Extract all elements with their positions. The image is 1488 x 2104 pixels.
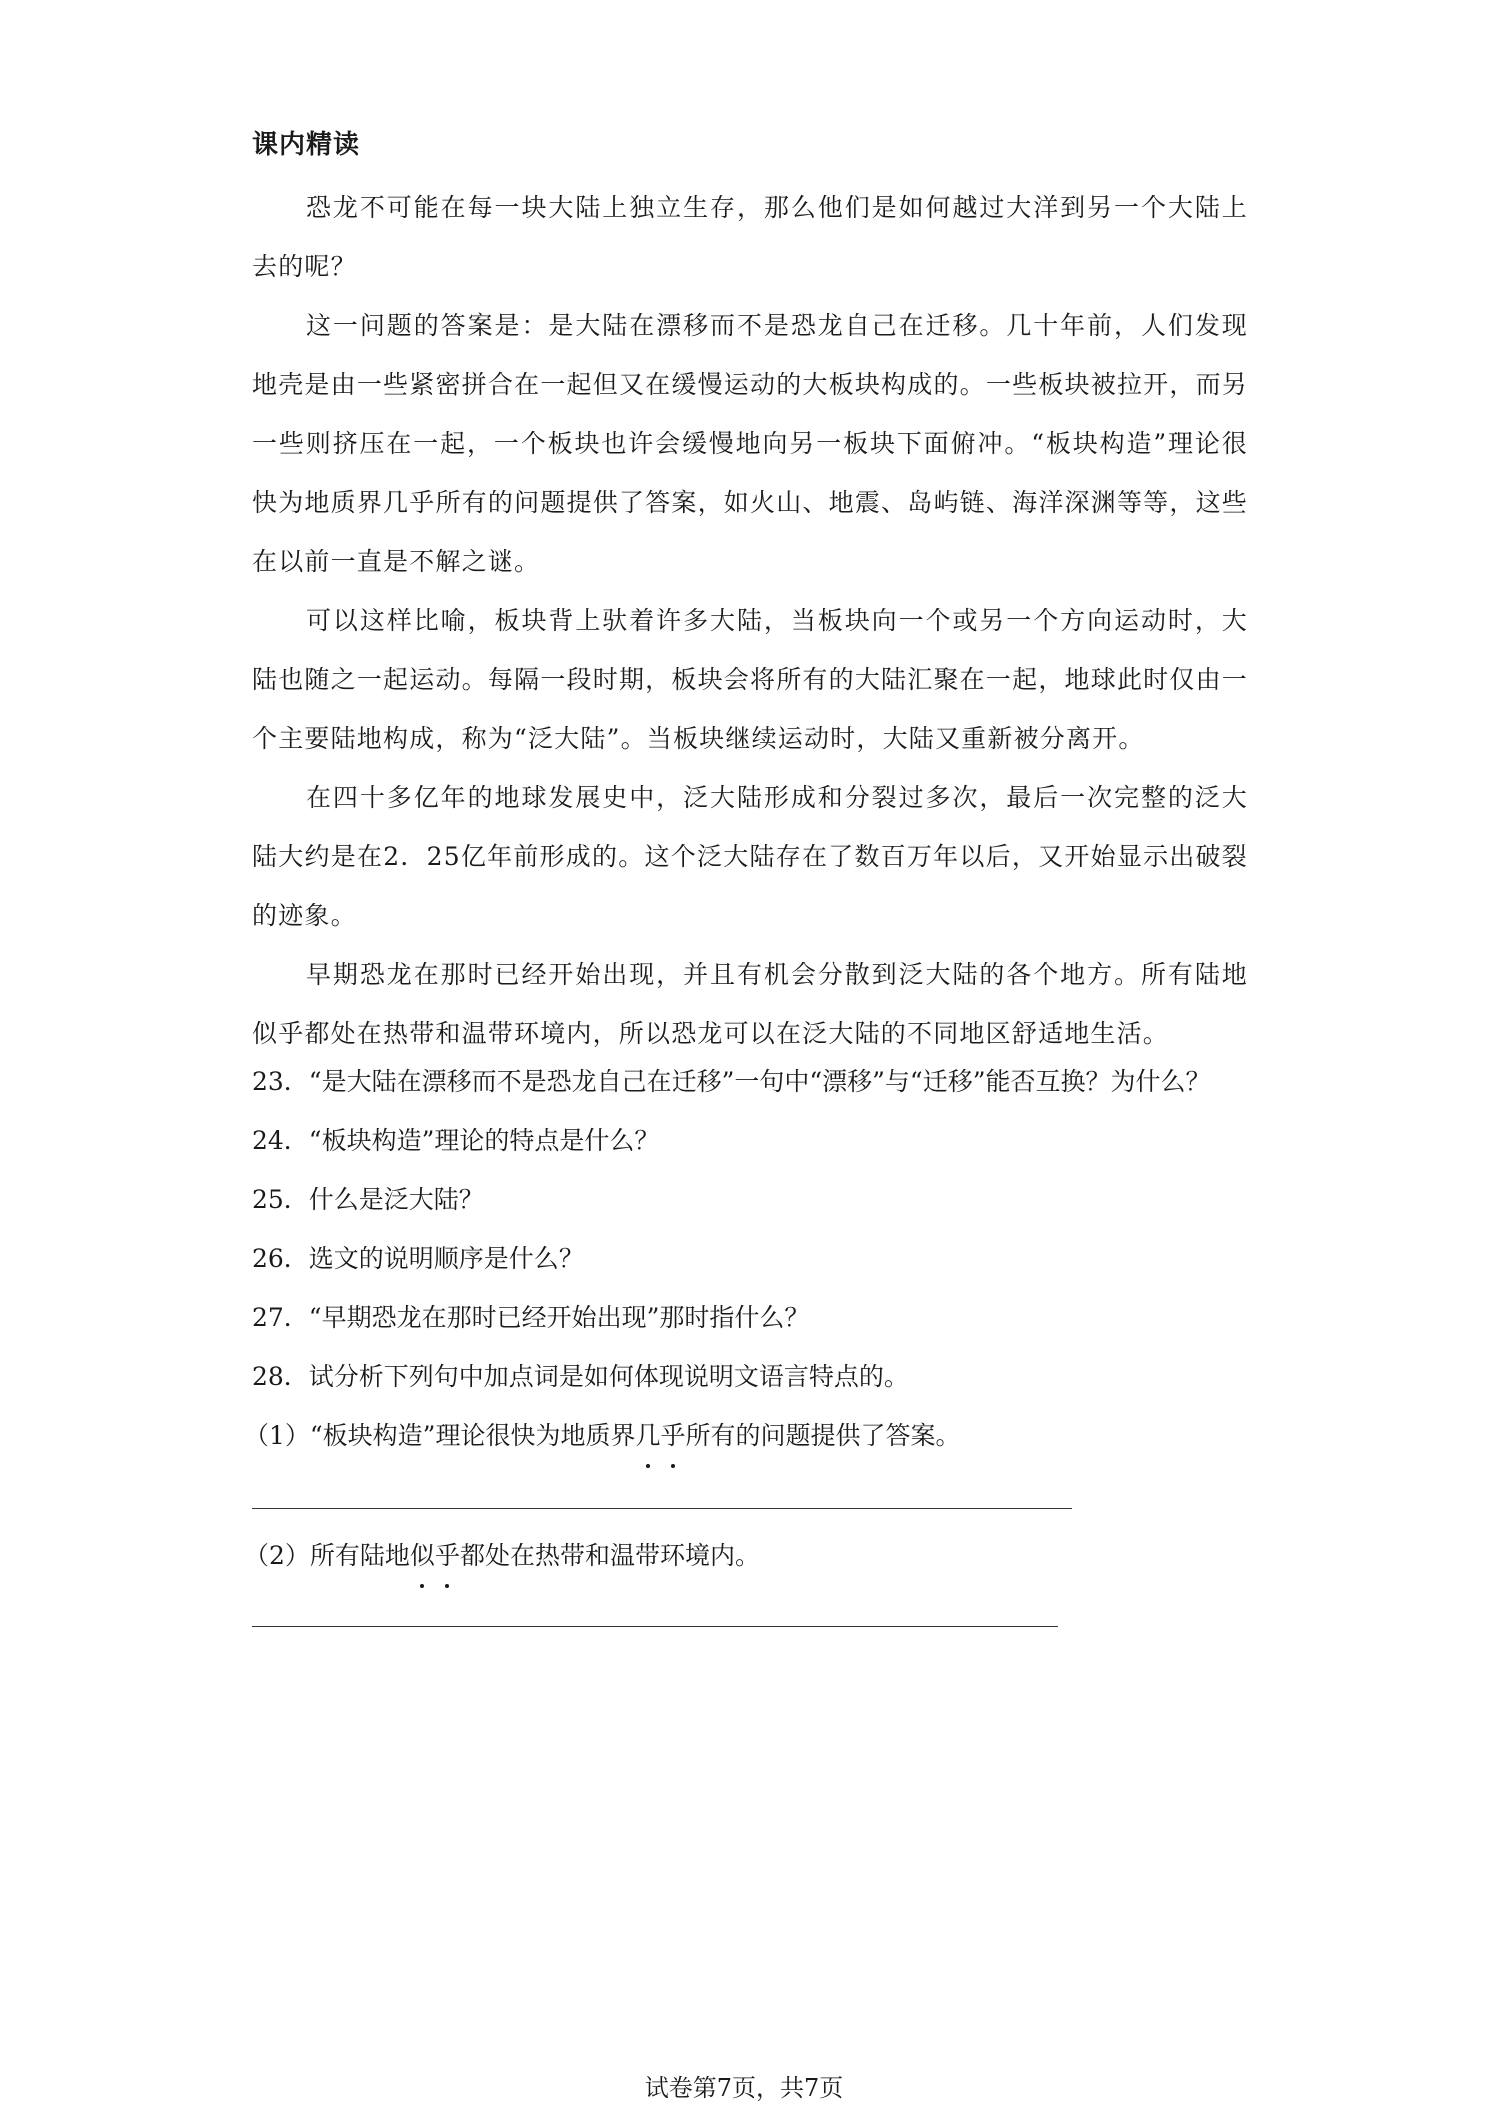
- dotted-word-char: 似: [410, 1538, 435, 1574]
- section-title: 课内精读: [252, 130, 361, 160]
- sub-question-text: 所有的问题提供了答案。: [685, 1421, 961, 1450]
- sub-question-text: （2）所有陆地: [244, 1541, 410, 1570]
- passage-paragraph: 可以这样比喻，板块背上驮着许多大陆，当板块向一个或另一个方向运动时，大陆也随之一起运动。每隔一段时期，板块会将所有的大陆汇聚在一起，地球此时仅由一个主要陆地构成，称为“泛大陆”。当板块继续运动时，大陆又重新被分离开。: [252, 606, 1248, 753]
- question-25: 25．什么是泛大陆？: [252, 1185, 484, 1214]
- passage-paragraph: 恐龙不可能在每一块大陆上独立生存，那么他们是如何越过大洋到另一个大陆上去的呢？: [252, 193, 1248, 281]
- passage-paragraph: 这一问题的答案是：是大陆在漂移而不是恐龙自己在迁移。几十年前，人们发现地壳是由一些紧密拼合在一起但又在缓慢运动的大板块构成的。一些板块被拉开，而另一些则挤压在一起，一个板块也许会缓慢地向另一板块下面俯冲。“板块构造”理论很快为地质界几乎所有的问题提供了答案，如火山、地震、岛屿链、海洋深渊等等，这些在以前一直是不解之谜。: [252, 311, 1248, 576]
- reading-passage: [252, 178, 1248, 1063]
- sub-question-2: [244, 1538, 1244, 1574]
- page-footer: 试卷第7页，共7页: [644, 2074, 844, 2102]
- answer-line-1[interactable]: [252, 1508, 1072, 1509]
- passage-paragraph: 在四十多亿年的地球发展史中，泛大陆形成和分裂过多次，最后一次完整的泛大陆大约是在2．25亿年前形成的。这个泛大陆存在了数百万年以后，又开始显示出破裂的迹象。: [252, 783, 1248, 930]
- question-27: 27．“早期恐龙在那时已经开始出现”那时指什么？: [252, 1303, 810, 1332]
- question-list: [252, 1062, 1252, 1416]
- question-28: 28．试分析下列句中加点词是如何体现说明文语言特点的。: [252, 1362, 909, 1391]
- question-24: 24．“板块构造”理论的特点是什么？: [252, 1126, 660, 1155]
- answer-line-2[interactable]: [252, 1626, 1058, 1627]
- sub-question-text: 都处在热带和温带环境内。: [459, 1541, 760, 1570]
- passage-paragraph: 早期恐龙在那时已经开始出现，并且有机会分散到泛大陆的各个地方。所有陆地似乎都处在热带和温带环境内，所以恐龙可以在泛大陆的不同地区舒适地生活。: [252, 960, 1248, 1048]
- question-26: 26．选文的说明顺序是什么？: [252, 1244, 584, 1273]
- sub-question-1: [244, 1418, 1244, 1454]
- dotted-word-char: 乎: [435, 1538, 460, 1574]
- sub-question-text: （1）“板块构造”理论很快为地质界: [244, 1421, 636, 1450]
- dotted-word-char: 乎: [660, 1418, 685, 1454]
- question-23: 23．“是大陆在漂移而不是恐龙自己在迁移”一句中“漂移”与“迁移”能否互换？为什么？: [252, 1067, 1211, 1096]
- dotted-word-char: 几: [635, 1418, 660, 1454]
